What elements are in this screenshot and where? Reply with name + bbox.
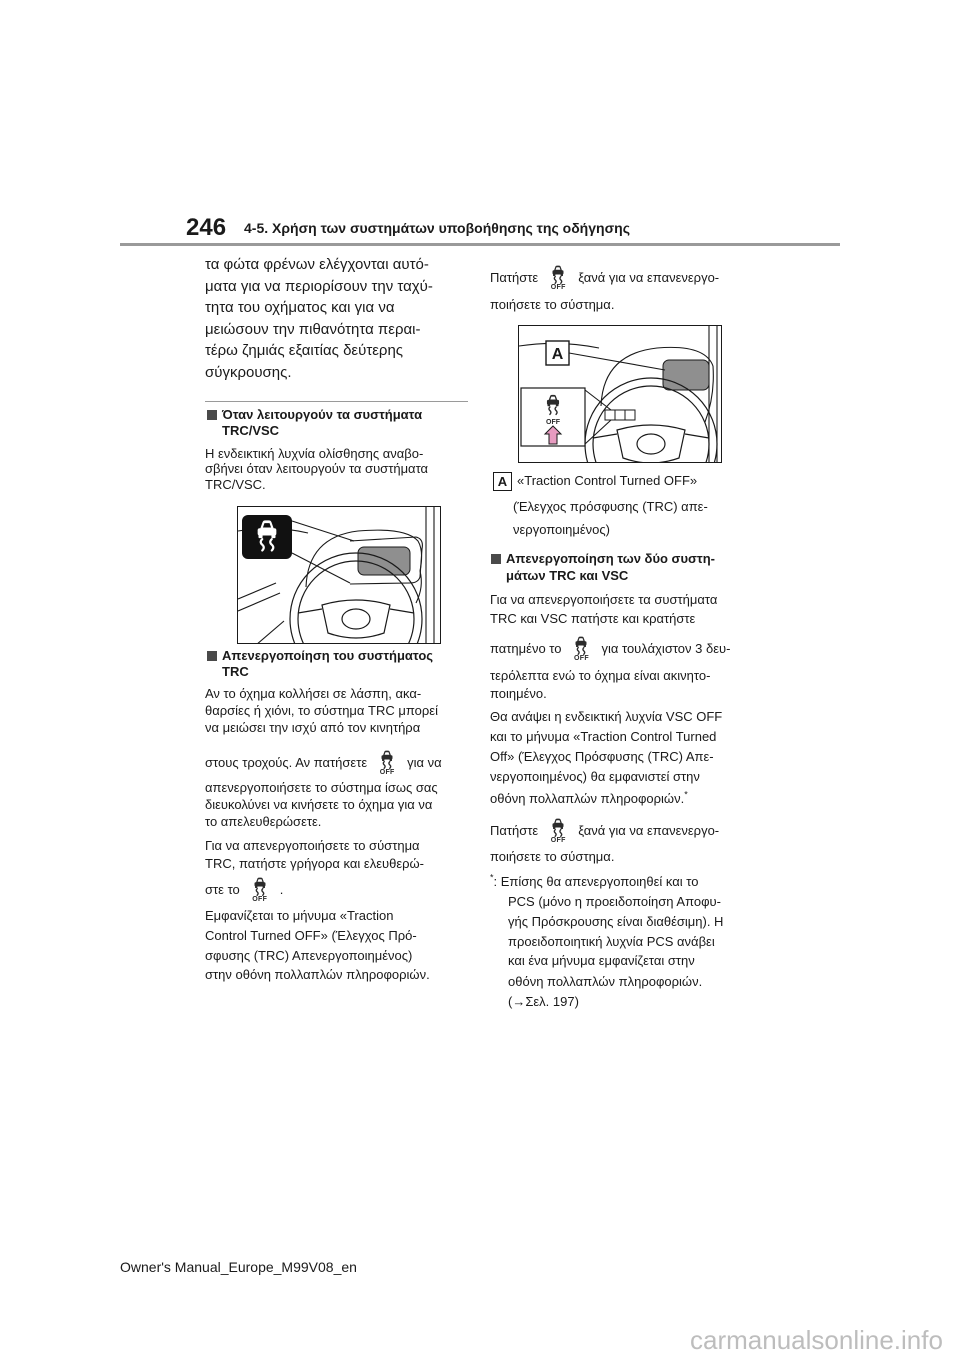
icon-off-label: OFF <box>574 654 589 662</box>
intro-line: τα φώτα φρένων ελέγχονται αυτό- <box>205 256 429 273</box>
body-line: ποιήσετε το σύστημα. <box>490 849 615 864</box>
label-a-box <box>546 341 569 365</box>
text-segment: : Επίσης θα απενεργοποιηθεί και το <box>493 874 699 889</box>
section-divider <box>205 401 468 402</box>
trc-off-icon <box>547 814 569 846</box>
text-segment: ξανά για να επανενεργο- <box>578 822 720 838</box>
icon-off-label: OFF <box>550 836 566 844</box>
label-a: A <box>551 346 564 363</box>
body-line: TRC/VSC. <box>205 477 266 492</box>
body-line-with-icon <box>490 631 730 665</box>
label-leader-line <box>569 353 665 370</box>
body-line: και το μήνυμα «Traction Control Turned <box>490 729 717 744</box>
body-line: τερόλεπτα ενώ το όχημα είναι ακινητο- <box>490 668 711 683</box>
trc-off-icon <box>376 746 398 778</box>
intro-line: ματα για να περιορίσουν την ταχύ- <box>205 278 433 295</box>
footnote-mark: * <box>684 789 688 800</box>
footer-manual-name: Owner's Manual_Europe_M99V08_en <box>120 1259 357 1275</box>
intro-line: μειώσουν την πιθανότητα περαι- <box>205 321 421 338</box>
body-line: TRC και VSC πατήστε και κρατήστε <box>490 611 696 626</box>
footnote-line: PCS (μόνο η προειδοποίηση Αποφυ- <box>508 894 721 909</box>
text-segment: πατημένο το <box>490 640 562 656</box>
watermark: carmanualsonline.info <box>690 1325 943 1355</box>
skid-car-glyph <box>571 634 591 655</box>
dashboard-switches <box>605 410 635 420</box>
text-segment: . <box>279 881 284 897</box>
text-segment: ξανά για να επανενεργο- <box>578 269 720 285</box>
text-segment: Πατήστε <box>490 269 539 285</box>
footnote-line: προειδοποιητική λυχνία PCS ανάβει <box>508 934 715 949</box>
body-line: σβήνει όταν λειτουργούν τα συστήματα <box>205 461 429 476</box>
legend-line: (Έλεγχος πρόσφυσης (TRC) απε- <box>513 499 708 514</box>
icon-off-label: OFF <box>379 768 395 776</box>
section-title: Απενεργοποίηση του συστήματος <box>222 648 434 663</box>
body-line-with-icon <box>205 872 283 906</box>
skid-car-glyph <box>377 748 397 769</box>
section-title: Όταν λειτουργούν τα συστήματα <box>222 407 423 422</box>
text-segment: στε το <box>205 881 240 897</box>
footnote-line: και ένα μήνυμα εμφανίζεται στην <box>508 953 695 968</box>
intro-line: σύγκρουσης. <box>205 364 292 381</box>
text-segment: οθόνη πολλαπλών πληροφοριών. <box>490 791 685 806</box>
inset-off-label: OFF <box>546 419 560 426</box>
legend-label-a: A <box>493 472 512 491</box>
body-line: το απελευθερώσετε. <box>205 814 322 829</box>
body-line-with-footnote <box>490 791 688 807</box>
skid-car-glyph <box>250 875 270 896</box>
footnote-line <box>490 874 698 890</box>
footnote-line: γής Πρόσκρουσης είναι διαθέσιμη). Η <box>508 914 724 929</box>
body-line: ποιημένο. <box>490 686 547 701</box>
trc-off-icon <box>547 261 569 293</box>
dashboard-switch-illustration <box>519 326 722 463</box>
body-line: Εμφανίζεται το μήνυμα «Traction <box>205 908 394 923</box>
body-line: ποιήσετε το σύστημα. <box>490 297 615 312</box>
body-line: διευκολύνει να κινήσετε το όχημα για να <box>205 797 433 812</box>
section-title: TRC/VSC <box>222 423 280 438</box>
inset-switch-callout <box>521 388 585 446</box>
body-line: σφυσης (TRC) Απενεργοποιημένος) <box>205 948 413 963</box>
legend-line: «Traction Control Turned OFF» <box>517 473 698 488</box>
text-segment: για να <box>407 754 442 770</box>
body-line: θαρσίες ή χιόνι, το σύστημα TRC μπορεί <box>205 703 438 718</box>
instrument-cluster-display <box>358 547 410 575</box>
text-segment: στους τροχούς. Αν πατήσετε <box>205 754 368 770</box>
trc-off-icon <box>570 632 592 664</box>
header-rule <box>120 243 840 246</box>
dashboard-illustration <box>238 507 441 644</box>
instrument-cluster-display <box>663 360 709 390</box>
skid-car-glyph <box>548 816 568 837</box>
body-line: Control Turned OFF» (Έλεγχος Πρό- <box>205 928 417 943</box>
section-title: Απενεργοποίηση των δύο συστη- <box>506 551 715 566</box>
body-line-with-icon <box>490 813 719 847</box>
section-title: TRC <box>222 664 249 679</box>
figure-trc-off-switch <box>518 325 722 463</box>
icon-off-label: OFF <box>550 283 566 291</box>
footnote-line: οθόνη πολλαπλών πληροφοριών. <box>508 974 703 989</box>
body-line: Θα ανάψει η ενδεικτική λυχνία VSC OFF <box>490 709 723 724</box>
footnote-marker: * <box>490 872 494 883</box>
page-number: 246 <box>186 214 227 241</box>
callout-slip-indicator <box>242 515 292 559</box>
body-line-with-icon <box>490 260 719 294</box>
section-bullet <box>207 651 217 661</box>
body-line: TRC, πατήστε γρήγορα και ελευθερώ- <box>205 856 425 871</box>
intro-line: τέρω ζημιάς εξαιτίας δεύτερης <box>205 342 404 359</box>
section-header-title: 4-5. Χρήση των συστημάτων υποβοήθησης της οδήγησης <box>244 220 630 236</box>
body-line: Για να απενεργοποιήσετε τα συστήματα <box>490 592 718 607</box>
body-line: απενεργοποιήσετε το σύστημα ίσως σας <box>205 780 438 795</box>
body-line: Για να απενεργοποιήσετε το σύστημα <box>205 838 420 853</box>
skid-car-glyph <box>548 263 568 284</box>
body-line: Off» (Έλεγχος Πρόσφυσης (TRC) Απε- <box>490 749 714 764</box>
trc-off-icon <box>249 873 271 905</box>
page-reference: (→Σελ. 197) <box>508 994 579 1009</box>
body-line: Η ενδεικτική λυχνία ολίσθησης αναβο- <box>205 446 424 461</box>
body-line: στην οθόνη πολλαπλών πληροφοριών. <box>205 967 430 982</box>
body-line: Αν το όχημα κολλήσει σε λάσπη, ακα- <box>205 686 422 701</box>
legend-line: νεργοποιημένος) <box>513 522 610 537</box>
figure-slip-indicator <box>237 506 441 644</box>
section-title: μάτων TRC και VSC <box>506 568 629 583</box>
body-line-with-icon <box>205 745 442 779</box>
text-segment: για τουλάχιστον 3 δευ- <box>601 640 731 656</box>
section-bullet <box>491 554 501 564</box>
intro-line: τητα του οχήματος και για να <box>205 299 395 316</box>
section-bullet <box>207 410 217 420</box>
body-line: να μειώσει την ισχύ από τον κινητήρα <box>205 720 421 735</box>
text-segment: Πατήστε <box>490 822 539 838</box>
body-line: νεργοποιημένος) θα εμφανιστεί στην <box>490 769 700 784</box>
icon-off-label: OFF <box>252 895 268 903</box>
